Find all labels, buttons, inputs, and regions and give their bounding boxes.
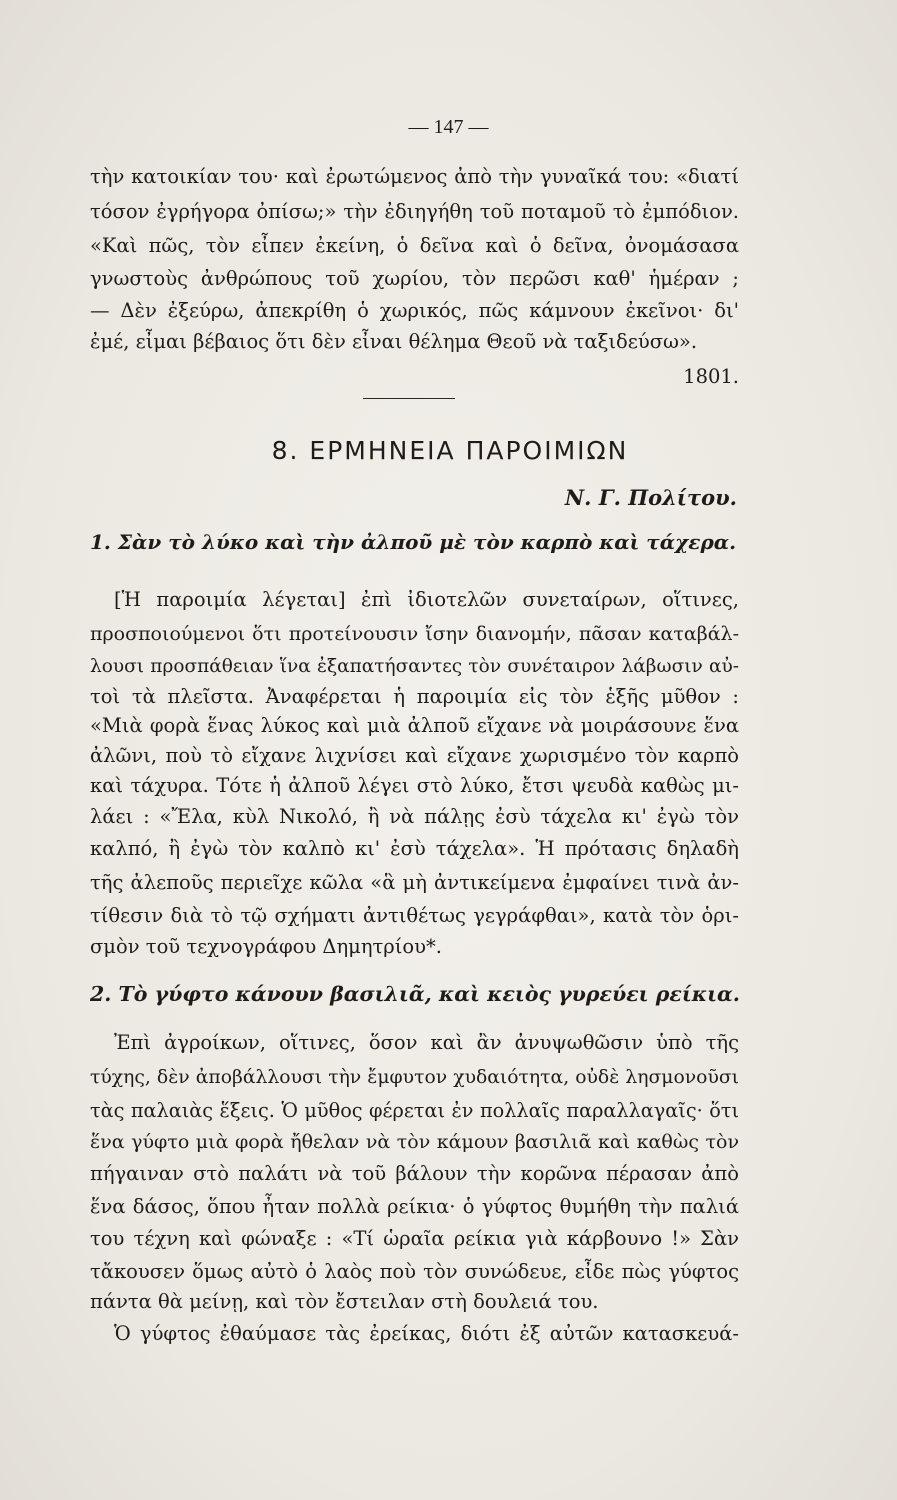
text-line: σμὸν τοῦ τεχνογράφου Δημητρίου*.: [90, 935, 442, 958]
page-number: — 147 —: [408, 116, 489, 138]
text-line: καὶ τάχυρα. Τότε ἡ ἀλποῦ λέγει στὸ λύκο, ἔτσι ψευδὰ καθὼς μι-: [90, 774, 739, 797]
text-line: Ὁ γύφτος ἐθαύμασε τὰς ἐρείκας, διότι ἐξ αὐτῶν κατασκευά-: [114, 1322, 739, 1345]
text-line: τὴν κατοικίαν του· καὶ ἐρωτώμενος ἀπὸ τὴν γυναῖκά του: «διατί: [90, 165, 739, 188]
year: 1801.: [683, 365, 739, 388]
author: Ν. Γ. Πολίτου.: [564, 485, 737, 510]
text-line: προσποιούμενοι ὅτι προτείνουσιν ἴσην διανομήν, πᾶσαν καταβάλ-: [90, 623, 739, 645]
text-line: τίθεσιν διὰ τὸ τῷ σχήματι ἀντιθέτως γεγράφθαι», κατὰ τὸν ὁρι-: [90, 904, 739, 927]
text-line: [Ἡ παροιμία λέγεται] ἐπὶ ἰδιοτελῶν συνεταίρων, οἵτινες,: [114, 588, 739, 611]
text-line: του τέχνη καὶ φώναξε : «Τί ὡραῖα ρείκια γιὰ κάρβουνο !» Σὰν: [90, 1227, 739, 1250]
text-line: λουσι προσπάθειαν ἵνα ἐξαπατήσαντες τὸν συνέταιρον λάβωσιν αὐ-: [90, 656, 739, 677]
text-line: τύχης, δὲν ἀποβάλλουσι τὴν ἔμφυτον χυδαιότητα, οὐδὲ λησμονοῦσι: [90, 1067, 739, 1088]
text-line: Ἐπὶ ἀγροίκων, οἵτινες, ὅσον καὶ ἂν ἀνυψωθῶσιν ὑπὸ τῆς: [114, 1031, 739, 1054]
text-line: τὰς παλαιὰς ἕξεις. Ὁ μῦθος φέρεται ἐν πολλαῖς παραλλαγαῖς· ὅτι: [90, 1099, 739, 1122]
text-line: πάντα θὰ μείνῃ, καὶ τὸν ἔστειλαν στὴ δουλειά του.: [90, 1290, 599, 1313]
text-line: «Καὶ πῶς, τὸν εἶπεν ἐκείνη, ὁ δεῖνα καὶ ὁ δεῖνα, ὀνομάσασα: [90, 234, 739, 257]
text-line: ἕνα δάσος, ὅπου ἦταν πολλὰ ρείκια· ὁ γύφτος θυμήθη τὴν παλιά: [90, 1195, 739, 1218]
proverb-2-heading: 2. Τὸ γύφτο κάνουν βασιλιᾶ, καὶ κειὸς γυρεύει ρείκια.: [90, 982, 740, 1006]
text-line: λάει : «Ἔλα, κὺλ Νικολό, ἢ νὰ πάλῃς ἐσὺ τάχελα κι' ἐγὼ τὸν: [90, 805, 739, 828]
text-line: καλπό, ἢ ἐγὼ τὸν καλπὸ κι' ἐσὺ τάχελα». Ἡ πρότασις δηλαδὴ: [90, 837, 739, 860]
text-line: τἄκουσεν ὅμως αὐτὸ ὁ λαὸς ποὺ τὸν συνώδευε, εἶδε πὼς γύφτος: [90, 1260, 739, 1283]
text-line: πήγαιναν στὸ παλάτι νὰ τοῦ βάλουν τὴν κορῶνα πέρασαν ἀπὸ: [90, 1162, 739, 1185]
text-line: τόσον ἐγρήγορα ὀπίσω;» τὴν ἐδιηγήθη τοῦ ποταμοῦ τὸ ἐμπόδιον.: [90, 200, 739, 223]
section-title: 8. ΕΡΜΗΝΕΙΑ ΠΑΡΟΙΜΙΩΝ: [271, 436, 629, 465]
text-line: ἀλῶνι, ποὺ τὸ εἴχανε λιχνίσει καὶ εἴχανε χωρισμένο τὸν καρπὸ: [90, 744, 739, 767]
text-line: γνωστοὺς ἀνθρώπους τοῦ χωρίου, τὸν περῶσι καθ' ἡμέραν ;: [90, 267, 739, 290]
proverb-1-heading: 1. Σὰν τὸ λύκο καὶ τὴν ἀλποῦ μὲ τὸν καρπὸ καὶ τάχερα.: [90, 530, 737, 554]
section-divider: [363, 398, 455, 399]
text-line: ἕνα γύφτο μιὰ φορὰ ἤθελαν νὰ τὸν κάμουν βασιλιᾶ καὶ καθὼς τὸν: [90, 1131, 739, 1153]
text-line: ἐμέ, εἶμαι βέβαιος ὅτι δὲν εἶναι θέλημα Θεοῦ νὰ ταξιδεύσω».: [90, 330, 698, 353]
text-line: — Δὲν ἐξεύρω, ἀπεκρίθη ὁ χωρικός, πῶς κάμνουν ἐκεῖνοι· δι': [90, 299, 739, 322]
text-line: τοὶ τὰ πλεῖστα. Ἀναφέρεται ἡ παροιμία εἰς τὸν ἑξῆς μῦθον :: [90, 685, 739, 708]
text-line: «Μιὰ φορὰ ἕνας λύκος καὶ μιὰ ἀλποῦ εἴχανε νὰ μοιράσουνε ἕνα: [90, 714, 739, 737]
text-line: τῆς ἀλεποῦς περιεῖχε κῶλα «ἃ μὴ ἀντικείμενα ἐμφαίνει τινὰ ἀν-: [90, 871, 739, 894]
